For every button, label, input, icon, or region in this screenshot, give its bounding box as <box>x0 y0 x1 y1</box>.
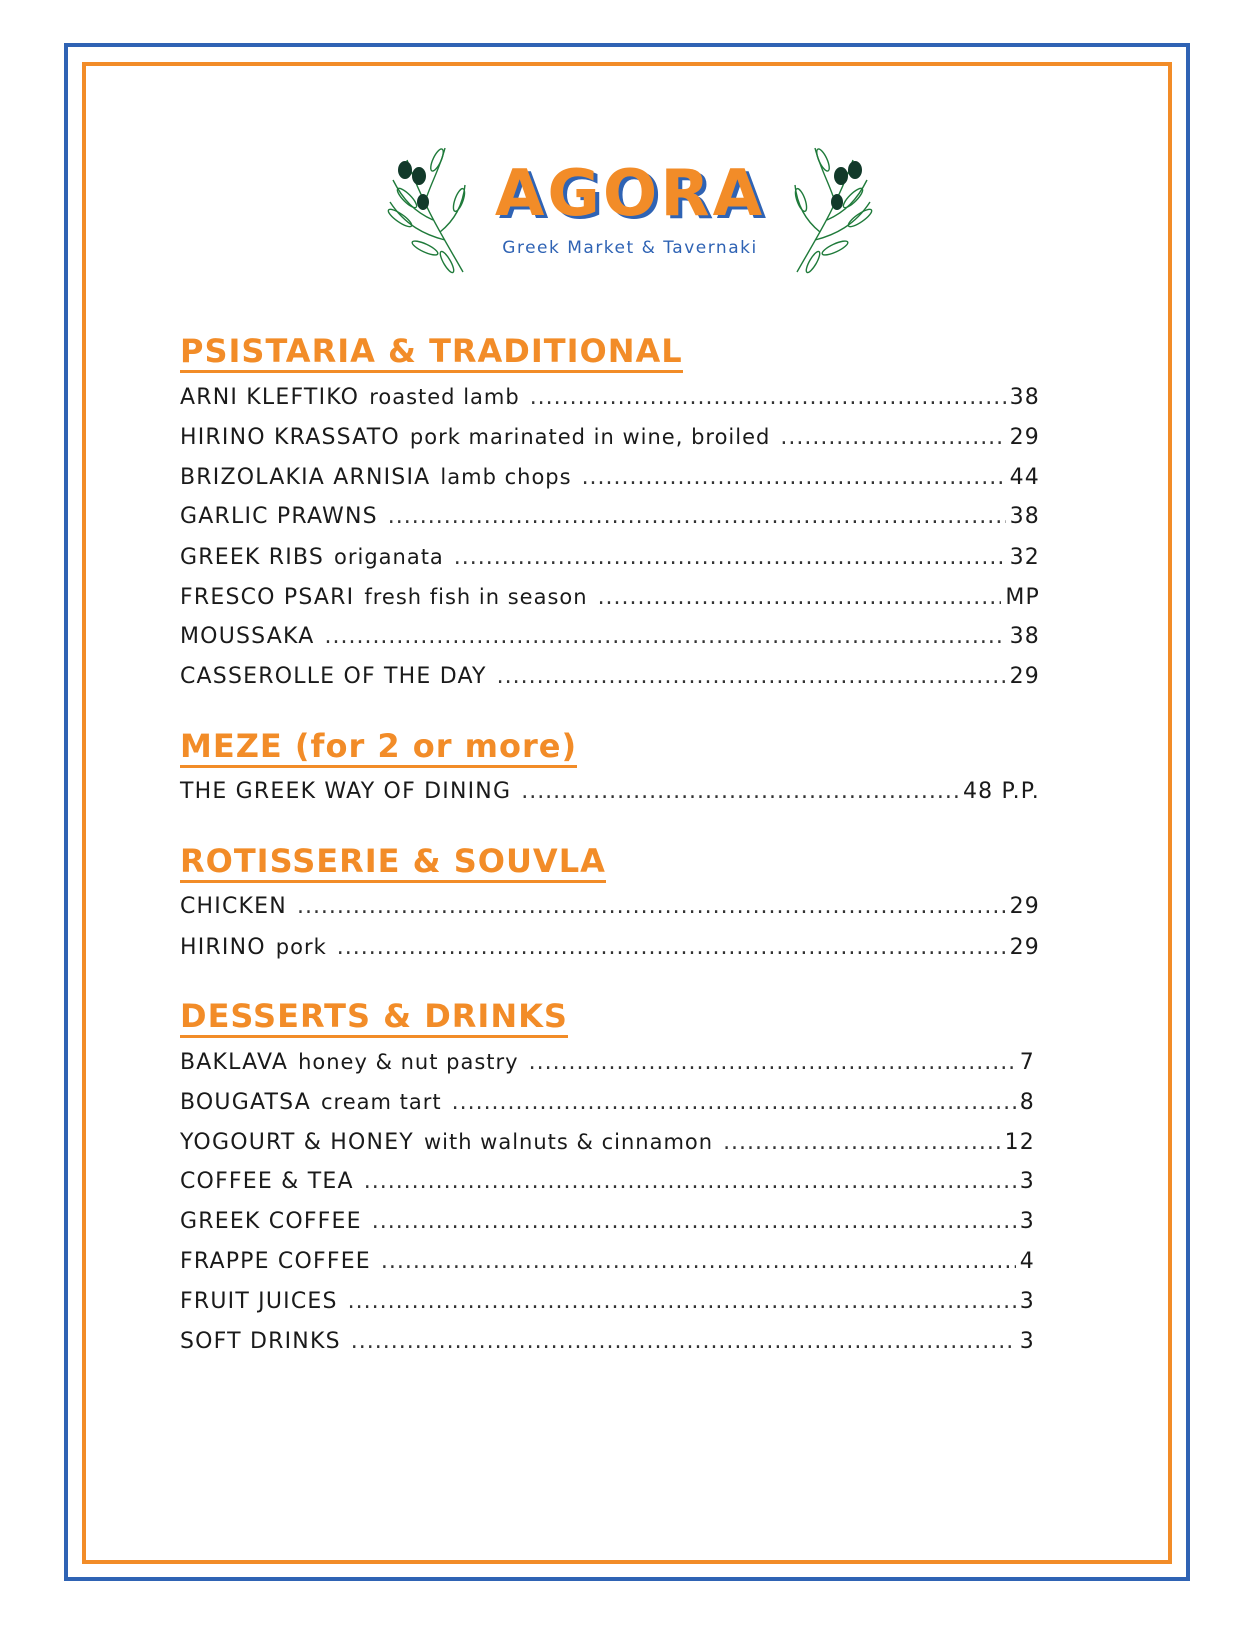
olive-branch-icon <box>385 140 475 275</box>
dot-leader <box>372 1202 1016 1242</box>
dot-leader <box>297 887 1006 927</box>
dot-leader <box>454 538 1006 578</box>
item-desc: honey & nut pastry <box>298 1050 519 1074</box>
menu-item <box>180 497 1040 537</box>
menu-item <box>180 887 1040 927</box>
item-name: BOUGATSA <box>180 1090 311 1115</box>
item-name: CASSEROLLE OF THE DAY <box>180 664 487 689</box>
dot-leader <box>388 497 1006 537</box>
dot-leader <box>364 1162 1016 1202</box>
item-name: THE GREEK WAY OF DINING <box>180 779 512 804</box>
item-price: 3 <box>1019 1209 1035 1234</box>
menu-item <box>180 577 1040 617</box>
menu-item <box>180 1122 1035 1162</box>
item-name: FRUIT JUICES <box>180 1289 338 1314</box>
dot-leader <box>530 378 1006 418</box>
menu-item <box>180 772 1040 812</box>
item-desc: pork <box>275 935 327 959</box>
section-title: PSISTARIA & TRADITIONAL <box>180 332 683 373</box>
dot-leader <box>598 578 1002 618</box>
item-desc: roasted lamb <box>369 385 520 409</box>
logo <box>385 140 875 290</box>
brand-tagline: Greek Market & Tavernaki <box>502 238 758 258</box>
menu-item <box>180 1162 1035 1202</box>
item-price: 38 <box>1009 385 1040 410</box>
dot-leader <box>351 1322 1016 1362</box>
item-name: CHICKEN <box>180 894 287 919</box>
item-price: 12 <box>1004 1130 1035 1155</box>
item-name: GREEK RIBS <box>180 545 324 570</box>
menu-item <box>180 417 1040 457</box>
menu-section-rotisserie <box>180 842 1040 967</box>
menu-item <box>180 1322 1035 1362</box>
brand-name: AGORA <box>494 157 766 231</box>
dot-leader <box>529 1043 1016 1083</box>
menu-section-meze <box>180 727 1040 812</box>
menu-section-desserts <box>180 997 1040 1362</box>
item-name: GARLIC PRAWNS <box>180 504 378 529</box>
item-desc: pork marinated in wine, broiled <box>409 425 771 449</box>
menu-item <box>180 1042 1035 1082</box>
item-price: 4 <box>1019 1249 1035 1274</box>
item-price: 29 <box>1009 664 1040 689</box>
dot-leader <box>337 928 1006 968</box>
item-desc: fresh fish in season <box>364 585 588 609</box>
item-price: MP <box>1005 585 1040 610</box>
item-name: ARNI KLEFTIKO <box>180 385 360 410</box>
item-desc: cream tart <box>320 1090 442 1114</box>
item-name: MOUSSAKA <box>180 624 315 649</box>
item-desc: lamb chops <box>440 465 572 489</box>
menu-section-psistaria <box>180 332 1040 697</box>
item-desc: with walnuts & cinnamon <box>423 1130 714 1154</box>
dot-leader <box>780 418 1005 458</box>
section-title: ROTISSERIE & SOUVLA <box>180 842 606 883</box>
dot-leader <box>348 1282 1016 1322</box>
menu-item <box>180 457 1040 497</box>
menu-item <box>180 1242 1035 1282</box>
item-price: 3 <box>1019 1329 1035 1354</box>
item-price: 38 <box>1009 624 1040 649</box>
menu-item <box>180 927 1040 967</box>
item-price: 3 <box>1019 1289 1035 1314</box>
menu-item <box>180 1282 1035 1322</box>
item-desc: origanata <box>334 545 444 569</box>
menu <box>180 332 1040 1392</box>
menu-item <box>180 617 1040 657</box>
item-name: HIRINO <box>180 935 266 960</box>
dot-leader <box>521 772 959 812</box>
item-price: 44 <box>1009 465 1040 490</box>
item-name: HIRINO KRASSATO <box>180 425 400 450</box>
section-title: DESSERTS & DRINKS <box>180 997 568 1038</box>
item-name: COFFEE & TEA <box>180 1169 354 1194</box>
item-name: BAKLAVA <box>180 1050 289 1075</box>
olive-branch-icon <box>785 140 875 275</box>
item-price: 29 <box>1009 425 1040 450</box>
item-price: 7 <box>1019 1050 1035 1075</box>
item-price: 32 <box>1009 545 1040 570</box>
item-name: FRESCO PSARI <box>180 585 355 610</box>
dot-leader <box>381 1242 1016 1282</box>
menu-item <box>180 657 1040 697</box>
item-price: 38 <box>1009 504 1040 529</box>
menu-item <box>180 1082 1035 1122</box>
item-price: 8 <box>1019 1090 1035 1115</box>
item-name: BRIZOLAKIA ARNISIA <box>180 465 431 490</box>
item-price: 3 <box>1019 1169 1035 1194</box>
dot-leader <box>582 458 1006 498</box>
item-price: 29 <box>1009 935 1040 960</box>
dot-leader <box>723 1123 1001 1163</box>
item-name: GREEK COFFEE <box>180 1209 362 1234</box>
section-title: MEZE (for 2 or more) <box>180 727 577 768</box>
item-name: FRAPPE COFFEE <box>180 1249 371 1274</box>
menu-item <box>180 377 1040 417</box>
item-price: 48 P.P. <box>962 779 1040 804</box>
item-name: YOGOURT & HONEY <box>180 1130 414 1155</box>
menu-item <box>180 537 1040 577</box>
item-price: 29 <box>1009 894 1040 919</box>
item-name: SOFT DRINKS <box>180 1329 341 1354</box>
dot-leader <box>452 1083 1016 1123</box>
menu-item <box>180 1202 1035 1242</box>
dot-leader <box>497 657 1006 697</box>
dot-leader <box>324 617 1005 657</box>
